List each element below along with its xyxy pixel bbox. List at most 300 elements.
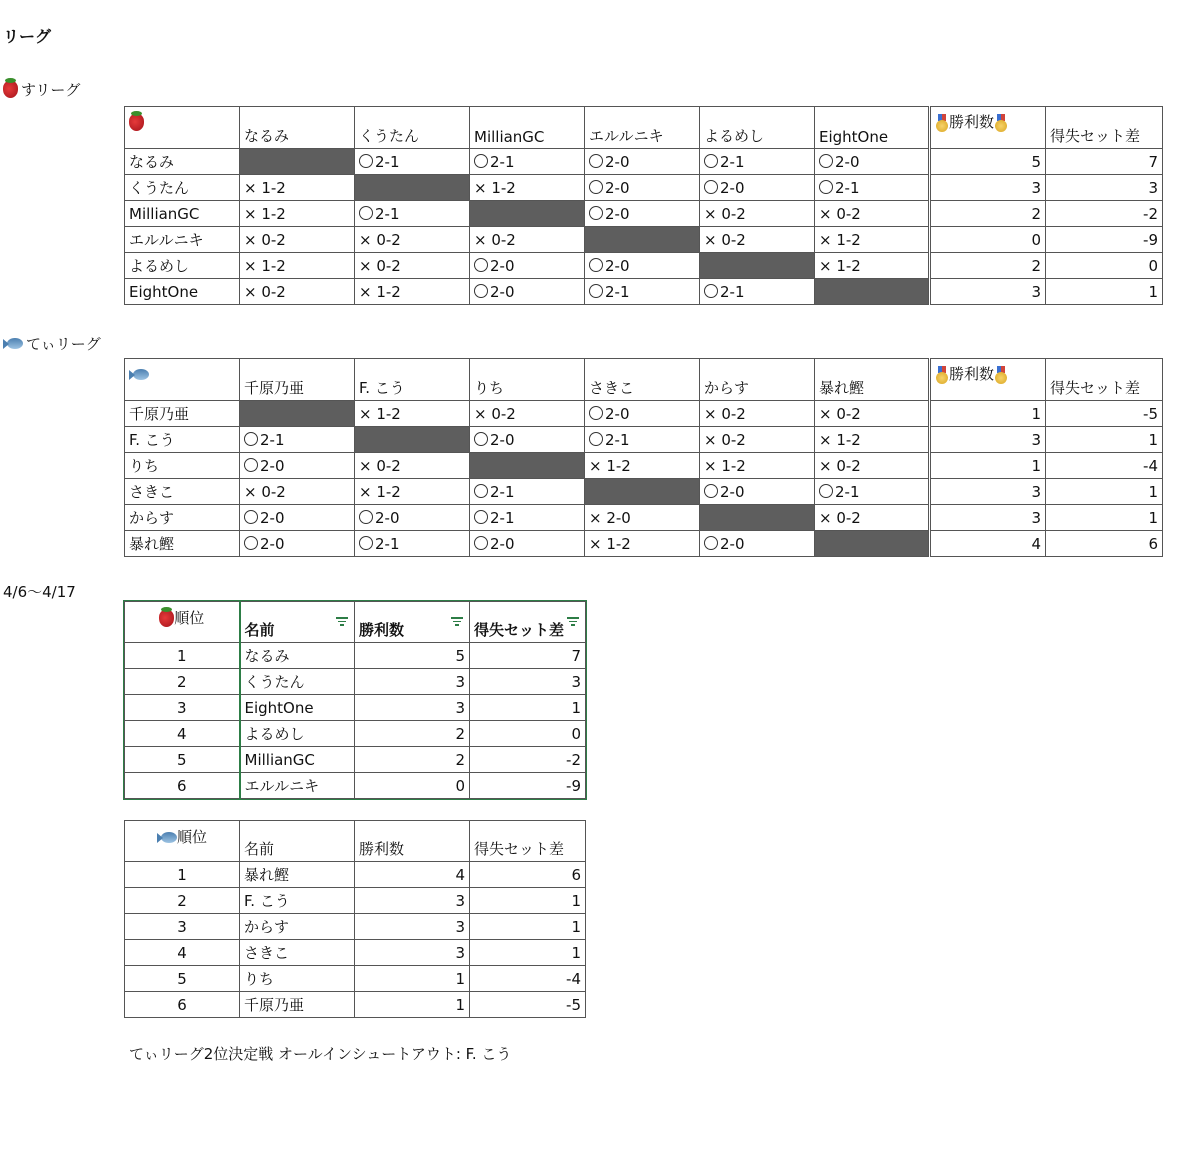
result-score: × 0-2 (244, 282, 286, 301)
column-header-player: りち (470, 359, 585, 401)
win-circle-icon (704, 180, 718, 194)
table-row (125, 253, 1163, 279)
table-row (125, 888, 586, 914)
rank-cell: 1 (125, 643, 240, 669)
table-row (125, 643, 586, 669)
table-row (125, 914, 586, 940)
match-result-cell (470, 427, 585, 453)
result-score: × 0-2 (819, 508, 861, 527)
result-score: 2-0 (375, 508, 400, 527)
rank-cell: 4 (125, 940, 240, 966)
result-score: 2-1 (835, 482, 860, 501)
header-label: 勝利数 (359, 621, 405, 639)
match-result-cell (585, 427, 700, 453)
diff-header: 得失セット差 (1046, 107, 1163, 149)
table-row (125, 401, 1163, 427)
result-score: × 1-2 (589, 456, 631, 475)
result-score: 2-1 (490, 508, 515, 527)
match-result-cell (815, 401, 930, 427)
result-score: 2-0 (260, 508, 285, 527)
diff-header (470, 821, 586, 862)
wins-cell: 1 (355, 966, 470, 992)
match-result-cell (240, 227, 355, 253)
column-header-player: エルルニキ (585, 107, 700, 149)
result-score: × 1-2 (704, 456, 746, 475)
match-result-cell (240, 201, 355, 227)
result-score: × 1-2 (359, 282, 401, 301)
filter-icon (336, 617, 348, 625)
match-result-cell (585, 401, 700, 427)
match-result-cell (815, 149, 930, 175)
date-range: 4/6〜4/17 (3, 583, 76, 601)
diff-cell: 0 (1046, 253, 1163, 279)
result-score: 2-1 (835, 178, 860, 197)
s-league-ranking-table (124, 601, 586, 799)
win-circle-icon (474, 432, 488, 446)
wins-cell: 3 (355, 669, 470, 695)
self-match-cell (240, 401, 355, 427)
wins-cell: 0 (930, 227, 1046, 253)
result-score: × 1-2 (819, 230, 861, 249)
result-score: × 0-2 (359, 456, 401, 475)
wins-cell: 4 (355, 862, 470, 888)
result-score: 2-1 (720, 282, 745, 301)
table-row (125, 531, 1163, 557)
strawberry-icon (3, 81, 18, 98)
wins-cell: 5 (930, 149, 1046, 175)
match-result-cell (815, 201, 930, 227)
win-circle-icon (359, 536, 373, 550)
rank-header (125, 821, 240, 862)
win-circle-icon (474, 154, 488, 168)
filter-icon (451, 617, 463, 625)
match-result-cell (700, 453, 815, 479)
table-row (125, 201, 1163, 227)
row-header-player: MillianGC (125, 201, 240, 227)
win-circle-icon (474, 484, 488, 498)
diff-cell: -4 (470, 966, 586, 992)
column-header-player: なるみ (240, 107, 355, 149)
result-score: 2-1 (720, 152, 745, 171)
match-result-cell (355, 201, 470, 227)
match-result-cell (470, 279, 585, 305)
win-circle-icon (474, 510, 488, 524)
wins-cell: 2 (930, 201, 1046, 227)
column-header-player: よるめし (700, 107, 815, 149)
match-result-cell (240, 175, 355, 201)
match-result-cell (240, 427, 355, 453)
win-circle-icon (819, 484, 833, 498)
result-score: × 0-2 (244, 230, 286, 249)
name-cell: りち (240, 966, 355, 992)
match-result-cell (700, 427, 815, 453)
wins-cell: 3 (930, 279, 1046, 305)
result-score: × 0-2 (474, 404, 516, 423)
match-result-cell (815, 227, 930, 253)
name-cell: エルルニキ (240, 773, 355, 799)
name-cell: からす (240, 914, 355, 940)
row-header-player: EightOne (125, 279, 240, 305)
result-score: × 0-2 (819, 456, 861, 475)
row-header-player: からす (125, 505, 240, 531)
match-result-cell (240, 479, 355, 505)
wins-cell: 3 (355, 914, 470, 940)
rank-cell: 5 (125, 747, 240, 773)
match-result-cell (470, 227, 585, 253)
self-match-cell (240, 149, 355, 175)
result-score: 2-0 (260, 534, 285, 553)
table-row (125, 966, 586, 992)
rank-cell: 2 (125, 888, 240, 914)
wins-cell: 2 (355, 747, 470, 773)
result-score: × 0-2 (819, 204, 861, 223)
match-result-cell (355, 401, 470, 427)
win-circle-icon (474, 258, 488, 272)
win-circle-icon (589, 284, 603, 298)
wins-header (355, 602, 470, 643)
result-score: × 0-2 (704, 230, 746, 249)
result-score: × 1-2 (244, 256, 286, 275)
match-result-cell (585, 279, 700, 305)
result-score: × 1-2 (589, 534, 631, 553)
diff-cell: -9 (470, 773, 586, 799)
win-circle-icon (704, 536, 718, 550)
row-header-player: くうたん (125, 175, 240, 201)
win-circle-icon (359, 510, 373, 524)
result-score: 2-1 (605, 282, 630, 301)
win-circle-icon (244, 458, 258, 472)
win-circle-icon (589, 206, 603, 220)
wins-cell: 1 (930, 401, 1046, 427)
win-circle-icon (359, 154, 373, 168)
self-match-cell (355, 427, 470, 453)
t-league-title: てぃリーグ (26, 335, 101, 353)
corner-cell (125, 107, 240, 149)
row-header-player: エルルニキ (125, 227, 240, 253)
match-result-cell (470, 531, 585, 557)
result-score: × 1-2 (819, 430, 861, 449)
header-row (125, 107, 1163, 149)
fish-icon (3, 338, 23, 349)
wins-cell: 1 (930, 453, 1046, 479)
fish-icon (157, 832, 177, 843)
match-result-cell (700, 531, 815, 557)
result-score: 2-0 (605, 404, 630, 423)
match-result-cell (470, 149, 585, 175)
column-header-player: MillianGC (470, 107, 585, 149)
row-header-player: F. こう (125, 427, 240, 453)
table-row (125, 992, 586, 1018)
column-header-player: 千原乃亜 (240, 359, 355, 401)
column-header-player: さきこ (585, 359, 700, 401)
match-result-cell (700, 175, 815, 201)
result-score: × 1-2 (244, 178, 286, 197)
result-score: 2-0 (605, 256, 630, 275)
result-score: 2-1 (490, 482, 515, 501)
result-score: × 0-2 (244, 482, 286, 501)
result-score: × 1-2 (474, 178, 516, 197)
table-row (125, 721, 586, 747)
rank-cell: 4 (125, 721, 240, 747)
result-score: 2-0 (260, 456, 285, 475)
wins-cell: 3 (355, 940, 470, 966)
result-score: × 0-2 (474, 230, 516, 249)
match-result-cell (355, 531, 470, 557)
rank-cell: 3 (125, 695, 240, 721)
wins-cell: 3 (355, 695, 470, 721)
result-score: 2-0 (720, 178, 745, 197)
wins-cell: 3 (355, 888, 470, 914)
self-match-cell (815, 531, 930, 557)
row-header-player: さきこ (125, 479, 240, 505)
table-row (125, 773, 586, 799)
result-score: × 1-2 (244, 204, 286, 223)
diff-cell: 7 (1046, 149, 1163, 175)
match-result-cell (355, 479, 470, 505)
win-circle-icon (819, 154, 833, 168)
self-match-cell (470, 453, 585, 479)
win-circle-icon (704, 284, 718, 298)
wins-cell: 3 (930, 479, 1046, 505)
win-circle-icon (589, 180, 603, 194)
diff-cell: -9 (1046, 227, 1163, 253)
match-result-cell (240, 505, 355, 531)
match-result-cell (355, 279, 470, 305)
match-result-cell (585, 149, 700, 175)
t-league-matrix (124, 358, 1163, 557)
result-score: 2-0 (490, 282, 515, 301)
result-score: 2-1 (605, 430, 630, 449)
diff-cell: 1 (1046, 279, 1163, 305)
match-result-cell (700, 401, 815, 427)
medal-icon (935, 366, 949, 384)
self-match-cell (815, 279, 930, 305)
wins-header-label: 勝利数 (949, 365, 995, 383)
name-cell: F. こう (240, 888, 355, 914)
rank-cell: 3 (125, 914, 240, 940)
match-result-cell (240, 253, 355, 279)
name-cell: 暴れ鰹 (240, 862, 355, 888)
diff-cell: 1 (470, 940, 586, 966)
result-score: 2-0 (605, 152, 630, 171)
self-match-cell (470, 201, 585, 227)
wins-cell: 4 (930, 531, 1046, 557)
win-circle-icon (474, 284, 488, 298)
t-league-heading (3, 333, 101, 354)
s-league-heading (3, 79, 80, 100)
table-row (125, 669, 586, 695)
self-match-cell (355, 175, 470, 201)
header-label: 勝利数 (359, 840, 405, 858)
win-circle-icon (244, 536, 258, 550)
result-score: 2-0 (720, 482, 745, 501)
match-result-cell (585, 175, 700, 201)
wins-cell: 2 (930, 253, 1046, 279)
table-row (125, 427, 1163, 453)
result-score: × 0-2 (704, 404, 746, 423)
name-header (240, 821, 355, 862)
corner-cell (125, 359, 240, 401)
table-row (125, 149, 1163, 175)
wins-header (930, 107, 1046, 149)
win-circle-icon (704, 484, 718, 498)
match-result-cell (355, 149, 470, 175)
table-row (125, 695, 586, 721)
diff-cell: 3 (470, 669, 586, 695)
header-row (125, 602, 586, 643)
diff-cell: 6 (1046, 531, 1163, 557)
win-circle-icon (244, 432, 258, 446)
match-result-cell (700, 201, 815, 227)
table-row (125, 940, 586, 966)
result-score: 2-1 (490, 152, 515, 171)
match-result-cell (355, 253, 470, 279)
wins-header (930, 359, 1046, 401)
footer-note: てぃリーグ2位決定戦 オールインシュートアウト: F. こう (129, 1045, 512, 1063)
rank-cell: 6 (125, 992, 240, 1018)
column-header-player: からす (700, 359, 815, 401)
result-score: 2-0 (720, 534, 745, 553)
row-header-player: 千原乃亜 (125, 401, 240, 427)
diff-cell: -5 (1046, 401, 1163, 427)
wins-cell: 2 (355, 721, 470, 747)
wins-cell: 1 (355, 992, 470, 1018)
result-score: 2-0 (835, 152, 860, 171)
wins-cell: 5 (355, 643, 470, 669)
result-score: × 0-2 (359, 256, 401, 275)
wins-cell: 3 (930, 505, 1046, 531)
win-circle-icon (704, 154, 718, 168)
table-row (125, 279, 1163, 305)
table-row (125, 227, 1163, 253)
header-label: 名前 (244, 840, 275, 858)
self-match-cell (700, 253, 815, 279)
diff-cell: 0 (470, 721, 586, 747)
t-league-ranking-table (124, 820, 586, 1018)
rank-header-label: 順位 (174, 609, 205, 627)
table-row (125, 175, 1163, 201)
table-row (125, 479, 1163, 505)
match-result-cell (815, 175, 930, 201)
win-circle-icon (589, 432, 603, 446)
diff-cell: 1 (470, 914, 586, 940)
column-header-player: くうたん (355, 107, 470, 149)
rank-cell: 1 (125, 862, 240, 888)
diff-cell: 7 (470, 643, 586, 669)
result-score: × 0-2 (819, 404, 861, 423)
self-match-cell (700, 505, 815, 531)
result-score: 2-0 (490, 534, 515, 553)
win-circle-icon (359, 206, 373, 220)
row-header-player: よるめし (125, 253, 240, 279)
wins-cell: 3 (930, 427, 1046, 453)
rank-cell: 2 (125, 669, 240, 695)
row-header-player: りち (125, 453, 240, 479)
name-cell: さきこ (240, 940, 355, 966)
table-row (125, 505, 1163, 531)
strawberry-icon (129, 114, 144, 131)
win-circle-icon (244, 510, 258, 524)
match-result-cell (815, 427, 930, 453)
match-result-cell (470, 401, 585, 427)
match-result-cell (240, 531, 355, 557)
name-cell: よるめし (240, 721, 355, 747)
page-title: リーグ (3, 27, 52, 46)
match-result-cell (470, 175, 585, 201)
table-row (125, 747, 586, 773)
match-result-cell (815, 505, 930, 531)
match-result-cell (585, 453, 700, 479)
result-score: 2-1 (375, 534, 400, 553)
s-league-title: すリーグ (21, 81, 81, 99)
wins-cell: 0 (355, 773, 470, 799)
diff-cell: -2 (470, 747, 586, 773)
name-cell: くうたん (240, 669, 355, 695)
header-row (125, 359, 1163, 401)
header-row (125, 821, 586, 862)
name-cell: なるみ (240, 643, 355, 669)
result-score: × 0-2 (359, 230, 401, 249)
rank-cell: 6 (125, 773, 240, 799)
match-result-cell (470, 253, 585, 279)
name-cell: EightOne (240, 695, 355, 721)
result-score: 2-1 (375, 204, 400, 223)
match-result-cell (815, 479, 930, 505)
diff-cell: 1 (470, 695, 586, 721)
self-match-cell (585, 227, 700, 253)
match-result-cell (700, 227, 815, 253)
name-cell: MillianGC (240, 747, 355, 773)
result-score: 2-0 (605, 178, 630, 197)
diff-cell: 1 (1046, 479, 1163, 505)
match-result-cell (470, 505, 585, 531)
match-result-cell (700, 279, 815, 305)
win-circle-icon (589, 154, 603, 168)
header-label: 名前 (244, 621, 275, 639)
match-result-cell (815, 453, 930, 479)
result-score: × 0-2 (704, 430, 746, 449)
medal-icon (994, 366, 1008, 384)
result-score: × 1-2 (359, 482, 401, 501)
row-header-player: 暴れ鰹 (125, 531, 240, 557)
table-row (125, 862, 586, 888)
diff-cell: 1 (1046, 427, 1163, 453)
result-score: 2-1 (375, 152, 400, 171)
match-result-cell (470, 479, 585, 505)
self-match-cell (585, 479, 700, 505)
match-result-cell (355, 453, 470, 479)
match-result-cell (815, 253, 930, 279)
match-result-cell (700, 479, 815, 505)
rank-cell: 5 (125, 966, 240, 992)
diff-cell: -5 (470, 992, 586, 1018)
result-score: 2-0 (490, 256, 515, 275)
diff-header: 得失セット差 (1046, 359, 1163, 401)
win-circle-icon (589, 258, 603, 272)
match-result-cell (585, 531, 700, 557)
win-circle-icon (819, 180, 833, 194)
match-result-cell (700, 149, 815, 175)
result-score: × 1-2 (819, 256, 861, 275)
fish-icon (129, 369, 149, 380)
match-result-cell (240, 279, 355, 305)
name-cell: 千原乃亜 (240, 992, 355, 1018)
result-score: × 1-2 (359, 404, 401, 423)
match-result-cell (585, 505, 700, 531)
result-score: 2-0 (605, 204, 630, 223)
diff-cell: 6 (470, 862, 586, 888)
column-header-player: EightOne (815, 107, 930, 149)
